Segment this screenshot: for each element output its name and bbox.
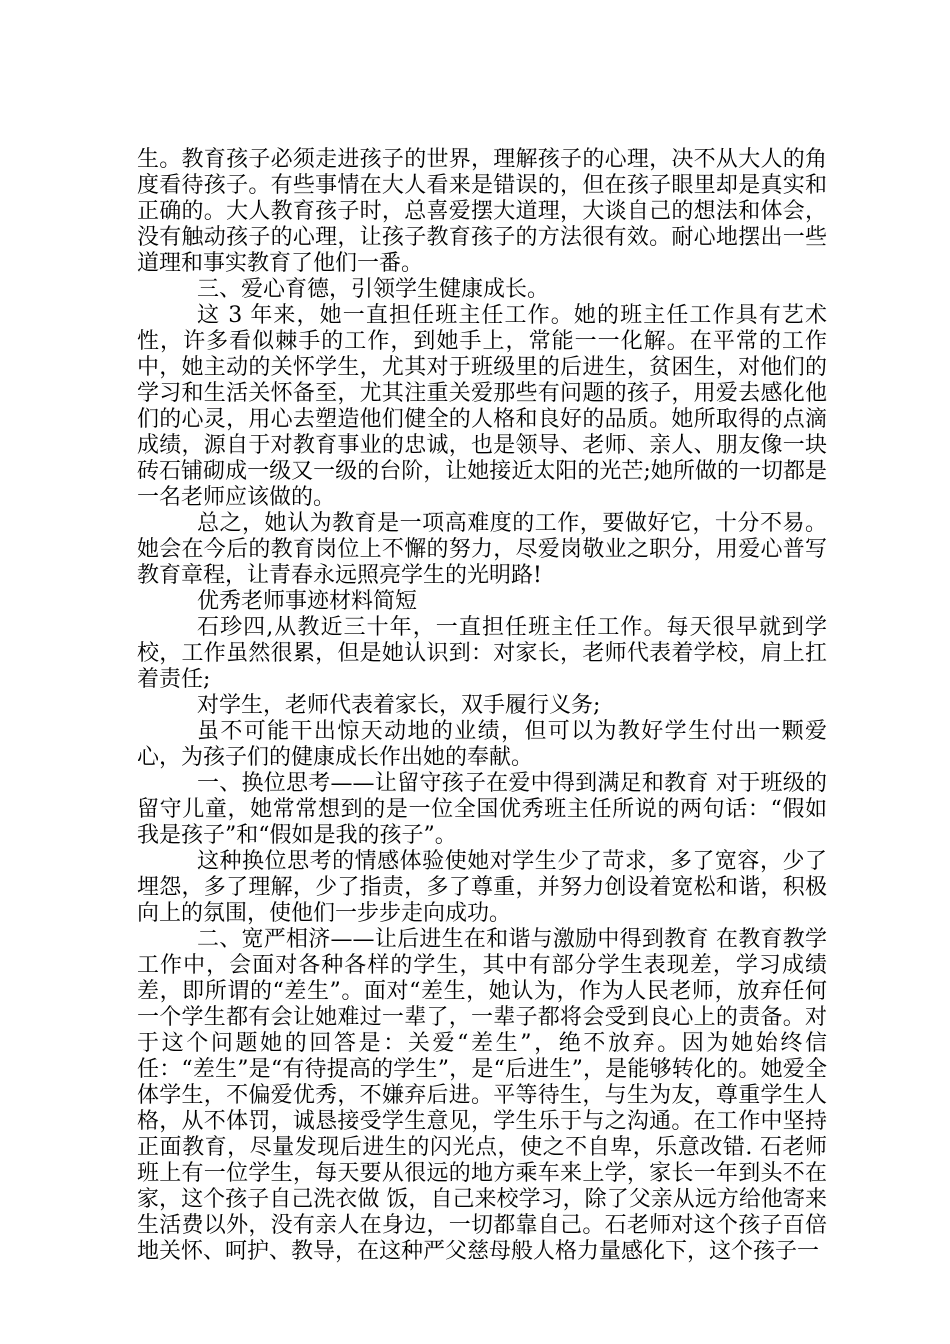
document-body	[137, 147, 827, 1265]
paragraph-5-title: 优秀老师事迹材料简短	[197, 589, 418, 614]
paragraph-7: 对学生，老师代表着家长，双手履行义务;	[197, 693, 601, 718]
paragraph-10: 这种换位思考的情感体验使她对学生少了苛求，多了宽容，少了埋怨，多了理解，少了指责，多了尊重，并努力创设着宽松和谐，积极向上的氛围，使他们一步步走向成功。	[137, 849, 827, 926]
paragraph-1: 生。教育孩子必须走进孩子的世界，理解孩子的心理，决不从大人的角度看待孩子。有些事情在大人看来是错误的，但在孩子眼里却是真实和正确的。大人教育孩子时，总喜爱摆大道理，大谈自己的想法和体会，没有触动孩子的心理，让孩子教育孩子的方法很有效。耐心地摆出一些道理和事实教育了他们一番。	[137, 147, 827, 276]
paragraph-2-heading: 三、爱心育德，引领学生健康成长。	[197, 277, 550, 302]
paragraph-6: 石珍四,从教近三十年，一直担任班主任工作。每天很早就到学校，工作虽然很累，但是她认识到：对家长，老师代表着学校，肩上扛着责任;	[137, 615, 827, 692]
paragraph-4: 总之，她认为教育是一项高难度的工作，要做好它，十分不易。她会在今后的教育岗位上不懈的努力，尽爱岗敬业之职分，用爱心普写教育章程，让青春永远照亮学生的光明路!	[137, 511, 827, 588]
paragraph-9: 一、换位思考——让留守孩子在爱中得到满足和教育 对于班级的留守儿童，她常常想到的是一位全国优秀班主任所说的两句话：“假如我是孩子”和“假如是我的孩子”。	[137, 771, 827, 848]
paragraph-8: 虽不可能干出惊天动地的业绩，但可以为教好学生付出一颗爱心，为孩子们的健康成长作出她的奉献。	[137, 719, 827, 770]
paragraph-11: 二、宽严相济——让后进生在和谐与激励中得到教育 在教育教学工作中，会面对各种各样的学生，其中有部分学生表现差，学习成绩差，即所谓的“差生”。面对“差生，她认为，作为人民老师，放弃任何一个学生都有会让她难过一辈了，一辈子都将会受到良心上的责备。对于这个问题她的回答是：关爱“差生”，绝不放弃。因为她始终信任：“差生”是“有待提高的学生”，是“后进生”，是能够转化的。她爱全体学生，不偏爱优秀，不嫌弃后进。平等待生，与生为友，尊重学生人格，从不体罚，诚恳接受学生意见，学生乐于与之沟通。在工作中坚持正面教育，尽量发现后进生的闪光点，使之不自卑，乐意改错. 石老师班上有一位学生，每天要从很远的地方乘车来上学，家长一年到头不在家，这个孩子自己洗衣做 饭，自己来校学习，除了父亲从远方给他寄来生活费以外，没有亲人在身边，一切都靠自己。石老师对这个孩子百倍地关怀、呵护、教导，在这种严父慈母般人格力量感化下，这个孩子一	[137, 927, 827, 1264]
paragraph-3: 这 3 年来，她一直担任班主任工作。她的班主任工作具有艺术性，许多看似棘手的工作，到她手上，常能一一化解。在平常的工作中，她主动的关怀学生，尤其对于班级里的后进生，贫困生，对他们的学习和生活关怀备至，尤其注重关爱那些有问题的孩子，用爱去感化他们的心灵，用心去塑造他们健全的人格和良好的品质。她所取得的点滴成绩，源自于对教育事业的忠诚，也是领导、老师、亲人、朋友像一块砖石铺砌成一级又一级的台阶，让她接近太阳的光芒;她所做的一切都是一名老师应该做的。	[137, 303, 827, 510]
